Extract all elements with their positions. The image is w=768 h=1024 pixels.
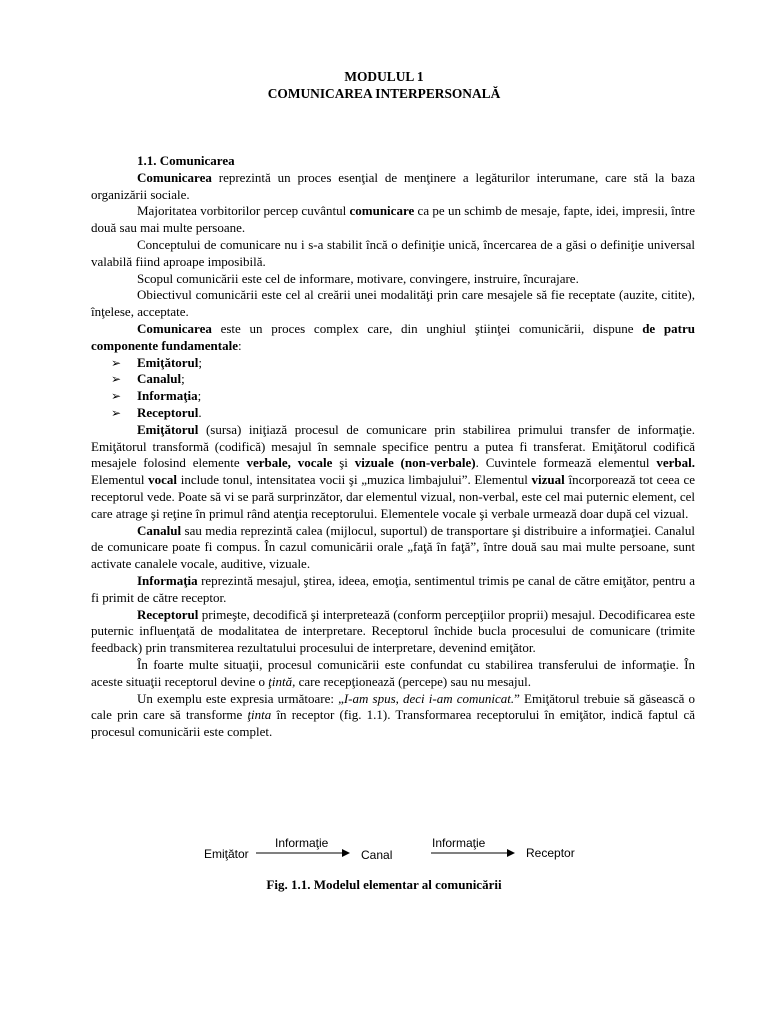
communication-model-figure	[195, 828, 595, 868]
paragraph-text: ca pe un schimb de mesaje, fapte, idei, impresii, între două sau mai multe persoane.	[91, 203, 695, 236]
paragraph-text: reprezintă mesajul, ştirea, ideea, emoţia, sentimentul trimis pe canal de către emiţător, pentru a fi primit de către receptor.	[91, 572, 695, 605]
paragraph-text: Majoritatea vorbitorilor percep cuvântul	[137, 203, 350, 219]
bullet-label: Informaţia	[137, 388, 198, 404]
bold-term: verbal.	[656, 455, 695, 471]
bold-term: Canalul	[137, 522, 182, 538]
italic-term: ţintă	[268, 673, 293, 689]
list-item	[91, 405, 695, 422]
paragraph-componente	[91, 321, 695, 355]
paragraph-text: primeşte, decodifică şi interpretează (conform percepţiilor proprii) mesajul. Decodificarea este puternic influenţată de modalitatea de interpretare. Receptorul închide bucla procesului de comunicare (trimite feedback) prin transmiterea rezultatului procesului de interpretare, devenind emiţător.	[91, 606, 695, 656]
paragraph-text: Un exemplu este expresia următoare: „	[137, 690, 344, 706]
bullet-label: Receptorul	[137, 404, 199, 420]
bullet-punct: .	[198, 404, 202, 420]
list-item	[91, 371, 695, 388]
components-list	[91, 355, 695, 422]
paragraph-text: şi	[332, 455, 355, 471]
figure-diagram	[195, 828, 595, 868]
paragraph-informatia	[91, 573, 695, 607]
figure-caption: Fig. 1.1. Modelul elementar al comunicării	[266, 877, 502, 892]
paragraph-text: include tonul, intensitatea vocii şi „muzica limbajului”. Elementul	[177, 472, 532, 488]
bold-term: Emiţătorul	[137, 421, 199, 437]
bold-term: verbale, vocale	[246, 455, 333, 471]
module-header	[0, 69, 768, 102]
paragraph-text: Elementul	[91, 472, 149, 488]
paragraph-text: reprezintă un proces esenţial de menţinere a legăturilor interumane, care stă la baza organizării sociale.	[91, 169, 695, 202]
paragraph-majoritatea	[91, 203, 695, 237]
bullet-label: Emiţătorul	[137, 354, 199, 370]
bold-term: Comunicarea	[137, 169, 212, 185]
section-heading: 1.1. Comunicarea	[137, 153, 235, 168]
paragraph-conceptul: Conceptului de comunicare nu i s-a stabilit încă o definiţie unică, încercarea de a găsi o definiţie universal valabilă fiind aproape imposibilă.	[91, 236, 695, 269]
bold-term: Receptorul	[137, 606, 199, 622]
list-item	[91, 388, 695, 405]
paragraph-comunicarea	[91, 170, 695, 204]
arrow-head-2-icon	[507, 849, 515, 857]
bold-term: Informaţia	[137, 572, 198, 588]
bold-term: vocal	[148, 472, 178, 488]
paragraph-canalul	[91, 523, 695, 573]
paragraph-text: În foarte multe situaţii, procesul comunicării este confundat cu stabilirea transferului de informaţie. În aceste situaţii receptorul devine o	[91, 656, 695, 689]
arrow-bullet-icon: ➢	[111, 372, 122, 387]
figure-label-emitator: Emiţător	[204, 847, 249, 861]
figure-label-info1: Informaţie	[275, 836, 329, 850]
figure-label-info2: Informaţie	[432, 836, 486, 850]
figure-label-receptor: Receptor	[526, 846, 575, 860]
paragraph-exemplu	[91, 691, 695, 741]
paragraph-text: , care recepţionează (percepe) sau nu mesajul.	[292, 673, 531, 689]
paragraph-text: sau media reprezintă calea (mijlocul, suportul) de transportare şi distribuire a informaţiei. Canalul de comunicare poate fi compus. În cazul comunicării orale „faţă în faţă”, între două sau mai multe persoane, sunt activate canalele vocale, auditive, vizuale.	[91, 522, 695, 572]
paragraph-text: (sursa) iniţiază procesul de comunicare prin stabilirea primului transfer de informaţie. Emiţătorul transformă (codifică) mesajul în semnale specifice pentru a putea fi transferat. Emiţătorul codifică mesajele folosind elemente	[91, 421, 695, 471]
paragraph-situatii	[91, 657, 695, 691]
arrow-bullet-icon: ➢	[111, 389, 122, 404]
paragraph-receptorul	[91, 607, 695, 657]
arrow-bullet-icon: ➢	[111, 355, 122, 370]
paragraph-text: ” Emiţătorul trebuie să găsească o cale prin care să transforme	[91, 690, 695, 723]
bullet-punct: ;	[197, 388, 202, 404]
figure-label-canal: Canal	[361, 848, 393, 862]
paragraph-text: este un proces complex care, din unghiul ştiinţei comunicării, dispune	[211, 320, 643, 336]
paragraph-text: în receptor (fig. 1.1). Transformarea receptorului în emiţător, indică faptul că procesul comunicării este complet.	[91, 707, 695, 740]
paragraph-emitatorul	[91, 422, 695, 523]
bullet-punct: ;	[181, 371, 185, 387]
bold-term: vizuale (non-verbale)	[354, 455, 476, 471]
italic-term: I-am spus, deci i-am comunicat.	[343, 690, 515, 706]
arrow-head-1-icon	[342, 849, 350, 857]
document-body	[91, 153, 695, 741]
paragraph-text: încorporează tot ceea ce receptorul vede. Poate să vi se pară surprinzător, dar elementul vizual, non-verbal, este cel mai puternic element, cel care atrage şi reţine în primul rând atenţia receptorului. Elementele vocale şi verbale urmează doar după cel vizual.	[91, 472, 695, 521]
bold-term: de patru componente fundamentale	[91, 320, 695, 353]
paragraph-scopul: Scopul comunicării este cel de informare, motivare, convingere, instruire, încurajare.	[137, 270, 579, 286]
bullet-label: Canalul	[137, 371, 182, 387]
list-item	[91, 355, 695, 372]
paragraph-text: :	[237, 337, 242, 353]
bold-term: Comunicarea	[137, 320, 212, 336]
module-title: COMUNICAREA INTERPERSONALĂ	[267, 85, 501, 101]
bold-term: vizual	[531, 472, 565, 488]
paragraph-text: . Cuvintele formează elementul	[475, 455, 657, 471]
arrow-bullet-icon: ➢	[111, 405, 122, 420]
paragraph-obiectivul: Obiectivul comunicării este cel al creării unei modalităţi prin care mesajele să fie receptate (auzite, citite), înţelese, acceptate.	[91, 287, 695, 320]
bold-term: comunicare	[349, 203, 415, 219]
module-number: MODULUL 1	[344, 69, 424, 84]
italic-term: ţinta	[247, 707, 272, 723]
bullet-punct: ;	[198, 354, 203, 370]
